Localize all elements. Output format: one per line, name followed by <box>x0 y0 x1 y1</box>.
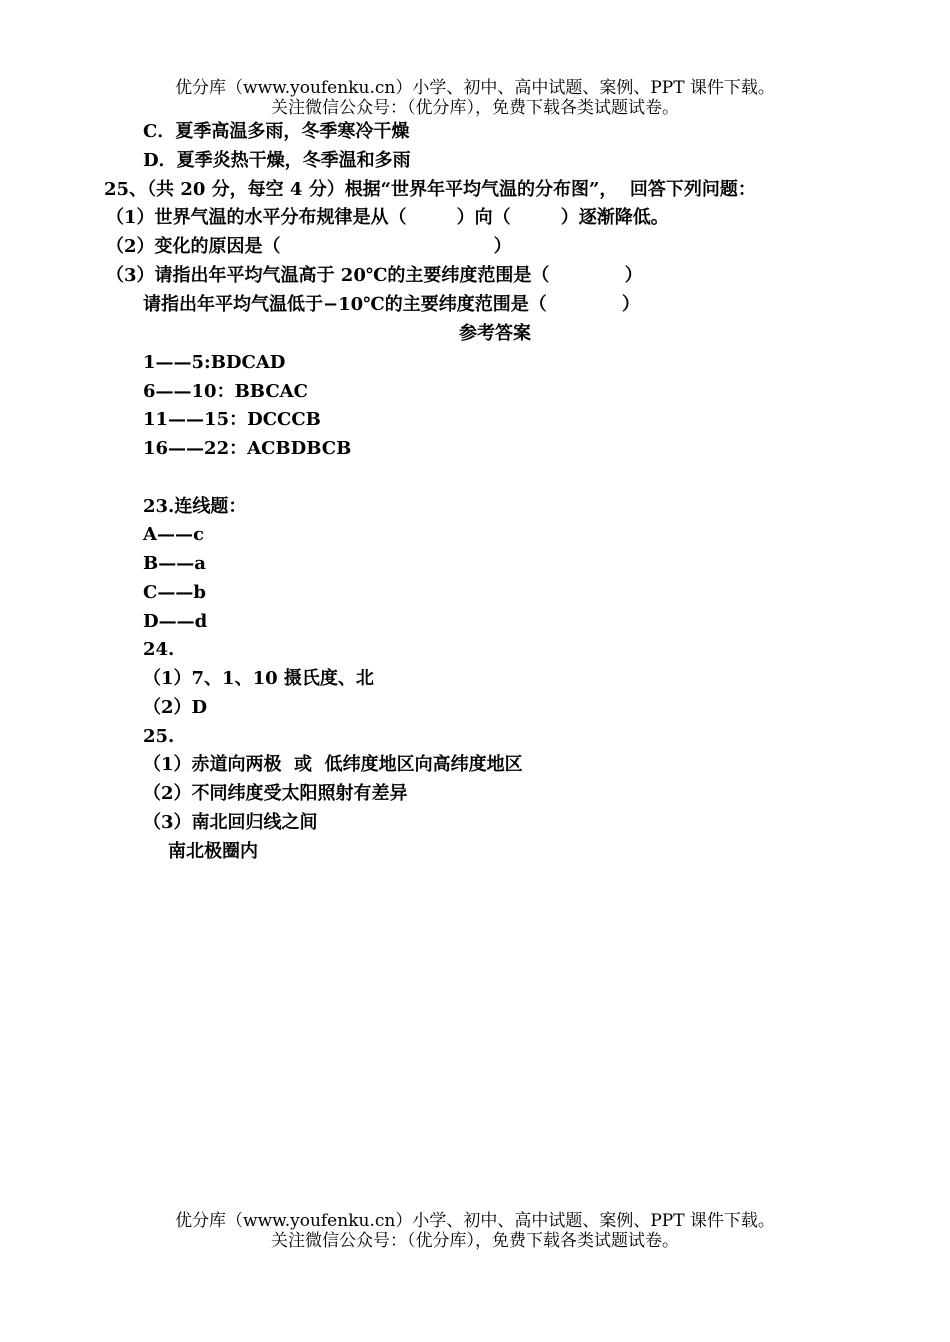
footer-line-2: 关注微信公众号：（优分库），免费下载各类试题试卷。 <box>271 1231 679 1251</box>
answer-q24-1: （1）7、1、10 摄氏度、北 <box>143 668 374 689</box>
answer-title: 参考答案 <box>459 323 531 344</box>
header-line-2: 关注微信公众号：（优分库），免费下载各类试题试卷。 <box>271 98 679 118</box>
header-line-1: 优分库（www.youfenku.cn）小学、初中、高中试题、案例、PPT 课件下载。 <box>175 78 775 98</box>
answer-q24-2: （2）D <box>143 697 208 718</box>
answer-q25-1: （1）赤道向两极 或 低纬度地区向高纬度地区 <box>143 754 523 775</box>
q25-part-1: （1）世界气温的水平分布规律是从（ ）向（ ）逐渐降低。 <box>106 207 669 228</box>
answer-q25-2: （2）不同纬度受太阳照射有差异 <box>143 783 408 804</box>
answer-q23-d: D——d <box>143 611 208 632</box>
option-c: C．夏季高温多雨，冬季寒冷干燥 <box>143 121 410 142</box>
answer-q23-c: C——b <box>143 582 206 603</box>
answer-q23-title: 23.连线题： <box>143 496 247 517</box>
answer-q23-a: A——c <box>143 524 204 545</box>
q25-stem: 25、（共 20 分，每空 4 分）根据“世界年平均气温的分布图”， 回答下列问题： <box>104 179 756 200</box>
answer-q25-3b: 南北极圈内 <box>168 841 258 862</box>
answer-q23-b: B——a <box>143 553 206 574</box>
option-d: D．夏季炎热干燥，冬季温和多雨 <box>143 150 411 171</box>
answer-mc-11-15: 11——15：DCCCB <box>143 409 321 430</box>
footer-line-1: 优分库（www.youfenku.cn）小学、初中、高中试题、案例、PPT 课件下载。 <box>175 1211 775 1231</box>
answer-q24-title: 24. <box>143 639 175 660</box>
q25-part-3a: （3）请指出年平均气温高于 20℃的主要纬度范围是（ ） <box>106 265 643 286</box>
answer-mc-1-5: 1——5:BDCAD <box>143 352 286 373</box>
q25-part-3b: 请指出年平均气温低于−10℃的主要纬度范围是（ ） <box>143 294 640 315</box>
answer-mc-16-22: 16——22：ACBDBCB <box>143 438 352 459</box>
answer-q25-title: 25. <box>143 726 175 747</box>
q25-part-2: （2）变化的原因是（ ） <box>106 236 512 257</box>
answer-q25-3: （3）南北回归线之间 <box>143 812 318 833</box>
answer-mc-6-10: 6——10：BBCAC <box>143 381 308 402</box>
